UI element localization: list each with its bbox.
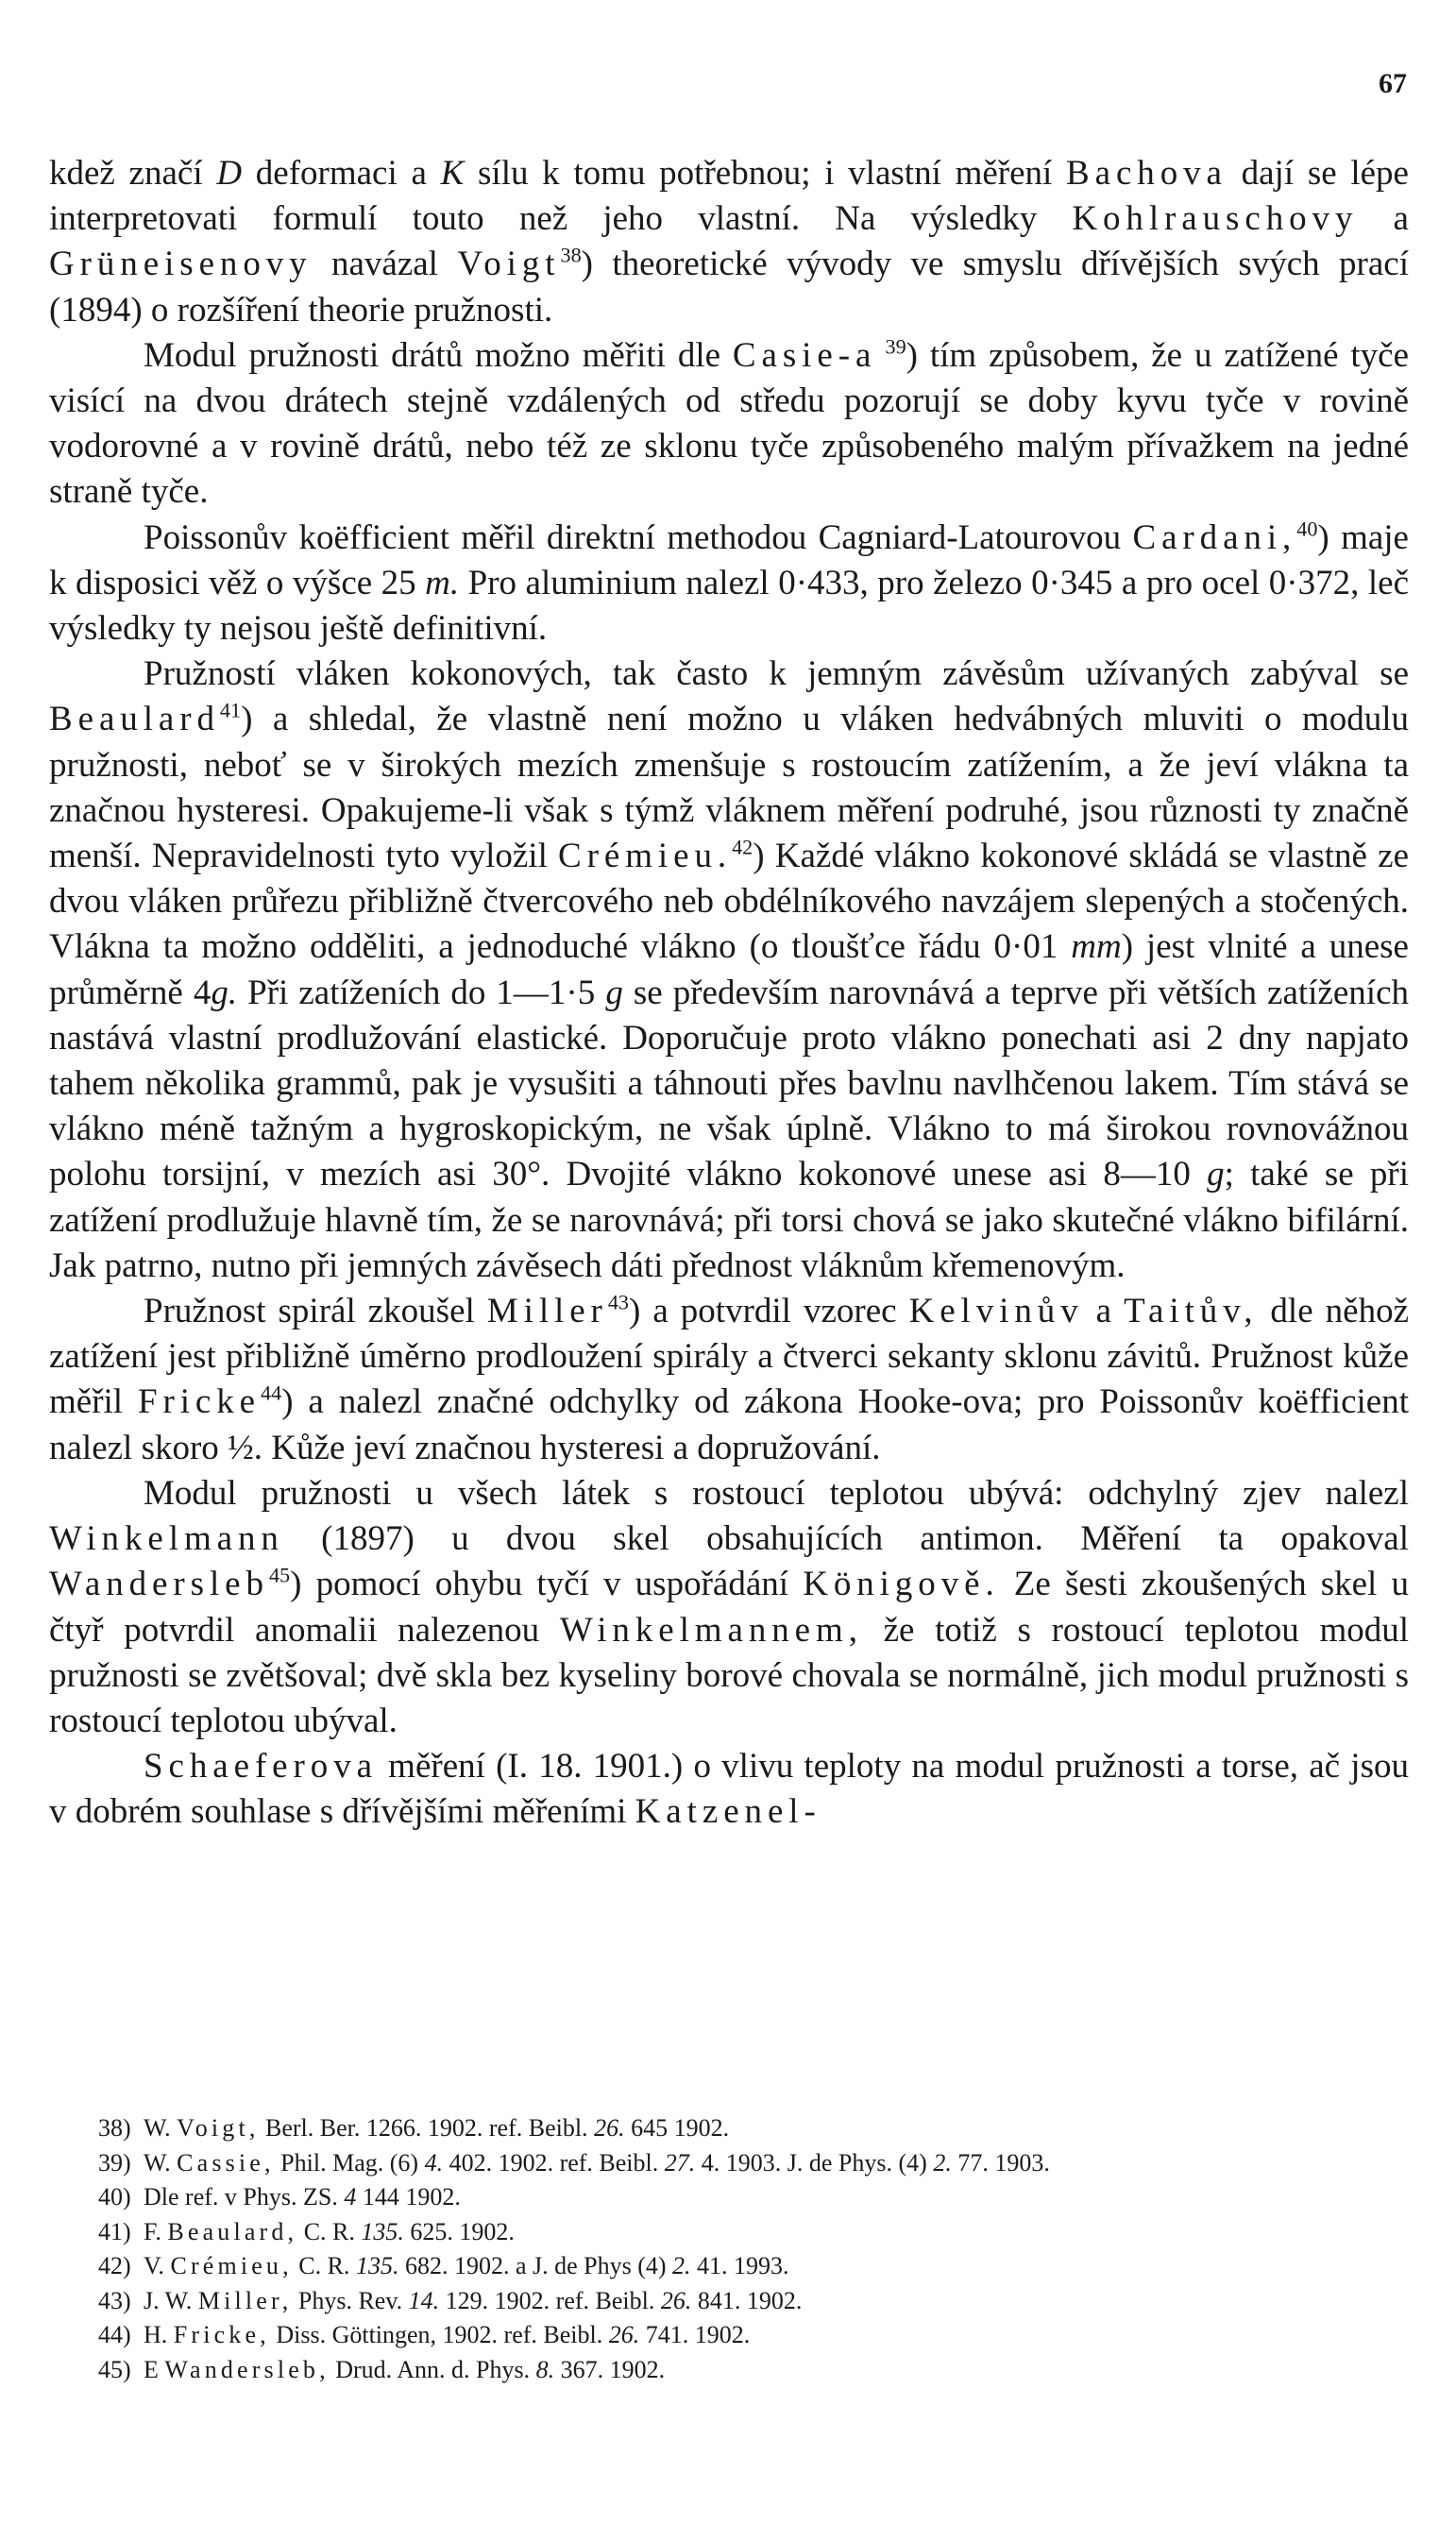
footnotes [49,2111,1409,2387]
text-run: C. R. [297,2217,362,2245]
footnote [49,2180,1409,2215]
text-run: Poissonův koëfficient měřil direktní methodou Cagniard-Latourovou [144,517,1133,557]
footnote-ref: 38) [98,2114,131,2142]
footnote-ref: 40) [98,2183,131,2211]
footnote-marker: 42 [732,835,753,859]
italic-text: 2. [672,2252,691,2279]
spaced-name: Kohlrauschovy [1072,199,1359,239]
spaced-name: Cardani, [1132,517,1297,557]
text-run: W. [144,2114,178,2142]
text-run: 144 1902. [356,2183,461,2211]
text-run: ) jest vlnité a unese průměrně 4 [49,927,1409,1012]
text-run: navázal [312,245,458,284]
text-run: ) maje k disposici věž o výšce 25 [49,517,1409,602]
footnote-marker: 45 [268,1563,291,1587]
text-run: Diss. Göttingen, 1902. ref. Beibl. [269,2321,609,2348]
text-run: že totiž s rostoucí teplotou modul pružnosti se zvětšoval; dvě skla bez kyseliny borové chovala se normálně, jich modul pružnosti s rostoucí teplotou ubýval. [49,1610,1409,1740]
paragraph [49,151,1409,333]
text-run: dají se lépe interpretovati formulí touto než jeho vlastní. Na výsledky [49,154,1409,239]
text-run: F. [144,2217,168,2245]
italic-text: 135. [355,2252,399,2279]
paragraph [49,516,1409,652]
footnote [49,2318,1409,2353]
spaced-name: Wandersleb [49,1565,269,1604]
footnote-marker: 39 [876,334,906,359]
text-run: 645 1902. [624,2114,730,2142]
spaced-name: Bachova [1066,154,1227,193]
spaced-name: Beaulard [49,700,220,739]
footnote [49,2284,1409,2319]
spaced-name: Schaeferova [144,1747,378,1787]
text-run: Berl. Ber. 1266. 1902. ref. Beibl. [259,2114,595,2142]
footnote [49,2353,1409,2388]
italic-text: m. [425,563,460,602]
footnote [49,2249,1409,2284]
text-run: 741. 1902. [639,2321,751,2348]
spaced-name: Taitův, [1124,1292,1259,1331]
text-run: sílu k tomu potřebnou; i vlastní měření [464,154,1067,193]
text-run: 402. 1902. ref. Beibl. [443,2148,665,2177]
footnote-ref: 42) [98,2252,131,2279]
text-run: 841. 1902. [691,2286,803,2314]
text-run: V. [144,2252,171,2279]
text-run: Phys. Rev. [292,2286,409,2314]
spaced-name: Winkelmann [49,1519,284,1559]
text-run: Ze šesti zkoušených skel u čtyř potvrdil anomalii nalezenou [49,1565,1409,1650]
italic-text: D [216,154,243,193]
text-run: J. W. [144,2286,198,2314]
text-run: Při zatíženích do 1—1·5 [237,973,606,1012]
text-run: 4. 1903. J. de Phys. (4) [695,2148,934,2177]
spaced-name: Casie-a [732,335,877,375]
text-run: ) theoretické vývody ve smyslu dřívějších svých prací (1894) o rozšíření theorie pružnosti. [49,245,1409,330]
spaced-name: Crémieu, [170,2252,293,2279]
paragraph [49,1471,1409,1744]
text-run: Pružností vláken kokonových, tak často k jemným závěsům užívaných zabýval se [144,654,1409,694]
text-run: 682. 1902. a J. de Phys (4) [398,2252,673,2279]
spaced-name: Miller, [197,2286,293,2314]
spaced-name: Kelvinův [908,1292,1084,1331]
paragraph [49,1289,1409,1471]
spaced-name: Fricke, [173,2321,270,2348]
italic-text: 135. [361,2217,404,2245]
footnote-ref: 43) [98,2286,131,2314]
footnote-ref: 41) [98,2217,131,2245]
text-run: H. [144,2321,174,2348]
footnote-marker: 38 [560,244,582,268]
paragraph [49,1744,1409,1835]
footnote-marker: 41 [219,699,242,723]
footnote-marker: 43 [607,1290,629,1314]
footnote-marker: 40 [1296,517,1318,541]
text-run: ) a shledal, že vlastně není možno u vláken hedvábných mluviti o modulu pružnosti, neboť se v širokých mezích zmenšuje s rostoucím zatížením, a že jeví vlákna ta značnou hysteresi. Opakujeme-li však s týmž vláknem měření podruhé, jsou různosti ty značně menší. Nepravidelnosti tyto vyložil [49,700,1409,876]
text-run: a [1358,199,1409,239]
paragraph [49,333,1409,516]
spaced-name: Königově. [803,1565,1000,1604]
footnote-marker: 44 [261,1381,282,1406]
italic-text: 27. [664,2148,696,2177]
page-number: 67 [1379,68,1407,99]
spaced-name: Grüneisenovy [49,245,313,284]
body-text [49,151,1409,1836]
italic-text: mm [1071,927,1122,967]
spaced-name: Voigt, [177,2114,260,2142]
footnote [49,2146,1409,2181]
italic-text: 2. [933,2148,952,2177]
text-run: (1897) u dvou skel obsahujících antimon. Měření ta opakoval [283,1519,1409,1559]
text-run: Pružnost spirál zkoušel [144,1292,487,1331]
text-run: ) a potvrdil vzorec [629,1292,909,1331]
text-run: W. [144,2148,178,2177]
italic-text: 26. [660,2286,692,2314]
italic-text: 8. [535,2355,555,2383]
spaced-name: Wandersleb, [164,2355,330,2383]
text-run: ; také se při zatížení prodlužuje hlavně tím, že se narovnává; při torsi chová se jako skutečné vlákno bifilární. Jak patrno, nutno při jemných závěsech dáti přednost vláknům křemenovým. [49,1155,1410,1285]
text-run: Pro aluminium nalezl 0·433, pro železo 0·345 a pro ocel 0·372, leč výsledky ty nejsou ještě definitivní. [49,563,1409,649]
text-run: ) tím způsobem, že u zatížené tyče visící na dvou drátech stejně vzdálených od středu pozorují se doby kyvu tyče v rovině vodorovné a v rovině drátů, nebo též ze sklonu tyče způsobeného malým přívažkem na jedné straně tyče. [49,335,1409,512]
spaced-name: Winkelmannem, [559,1610,863,1650]
text-run: se především narovnává a teprve při větších zatíženích nastává vlastní prodlužování elastické. Doporučuje proto vlákno ponechati asi 2 dny napjato tahem několika grammů, pak je vysušiti a táhnouti přes bavlnu navlhčenou lakem. Tím stává se vlákno méně tažným a hygroskopickým, ne však úplně. Vlákno to má širokou rovnovážnou polohu torsijní, v mezích asi 30°. Dvojité vlákno kokonové unese asi 8—10 [49,973,1409,1194]
italic-text: g [1207,1155,1225,1194]
spaced-name: Crémieu. [558,837,733,876]
italic-text: g [605,973,623,1012]
text-run: Drud. Ann. d. Phys. [329,2355,536,2383]
italic-text: K [440,154,465,193]
text-run: 41. 1993. [690,2252,789,2279]
spaced-name: Beaulard, [167,2217,298,2245]
spaced-name: Cassie, [177,2148,275,2177]
text-run: měření (I. 18. 1901.) o vlivu teploty na modul pružnosti a torse, ač jsou v dobrém souhlase s dřívějšími měřeními [49,1747,1409,1832]
text-run: 129. 1902. ref. Beibl. [439,2286,661,2314]
text-run: E [144,2355,165,2383]
footnote-ref: 45) [98,2355,131,2383]
spaced-name: Miller [486,1292,608,1331]
text-run: Phil. Mag. (6) [274,2148,425,2177]
text-run: Modul pružnosti u všech látek s rostoucí teplotou ubývá: odchylný zjev nalezl [144,1473,1409,1513]
text-run: ) Každé vlákno kokonové skládá se vlastně ze dvou vláken průřezu přibližně čtvercového neb obdélníkového navzájem slepených a stočených. Vlákna ta možno odděliti, a jednoduché vlákno (o tloušťce řádu 0·01 [49,837,1409,967]
italic-text: 4 [344,2183,357,2211]
italic-text: 26. [594,2114,625,2142]
text-run: 367. 1902. [554,2355,666,2383]
text-run: Dle ref. v Phys. ZS. [144,2183,345,2211]
text-run: Modul pružnosti drátů možno měřiti dle [144,335,733,375]
text-run: dle něhož zatížení jest přibližně úměrno prodloužení spirály a čtverci sekanty sklonu závitů. Pružnost kůže měřil [49,1292,1409,1422]
spaced-name: Voigt [457,245,561,284]
text-run: kdež značí [49,154,217,193]
spaced-name: Katzenel- [635,1792,821,1832]
footnote-ref: 39) [98,2148,131,2177]
text-run: ) a nalezl značné odchylky od zákona Hooke-ova; pro Poissonův koëfficient nalezl skoro ½. Kůže jeví značnou hysteresi a dopružování. [49,1382,1409,1467]
text-run: C. R. [292,2252,356,2279]
paragraph [49,652,1409,1289]
spaced-name: Fricke [137,1382,262,1422]
text-run: 625. 1902. [403,2217,515,2245]
footnote-ref: 44) [98,2321,131,2348]
footnote [49,2111,1409,2146]
italic-text: 26. [608,2321,640,2348]
italic-text: g. [211,973,238,1012]
italic-text: 4. [424,2148,444,2177]
footnote [49,2215,1409,2250]
text-run: ) pomocí ohybu tyčí v uspořádání [290,1565,804,1604]
text-run: a [1083,1292,1125,1331]
text-run: deformaci a [242,154,441,193]
text-run: 77. 1903. [951,2148,1050,2177]
italic-text: 14. [408,2286,440,2314]
